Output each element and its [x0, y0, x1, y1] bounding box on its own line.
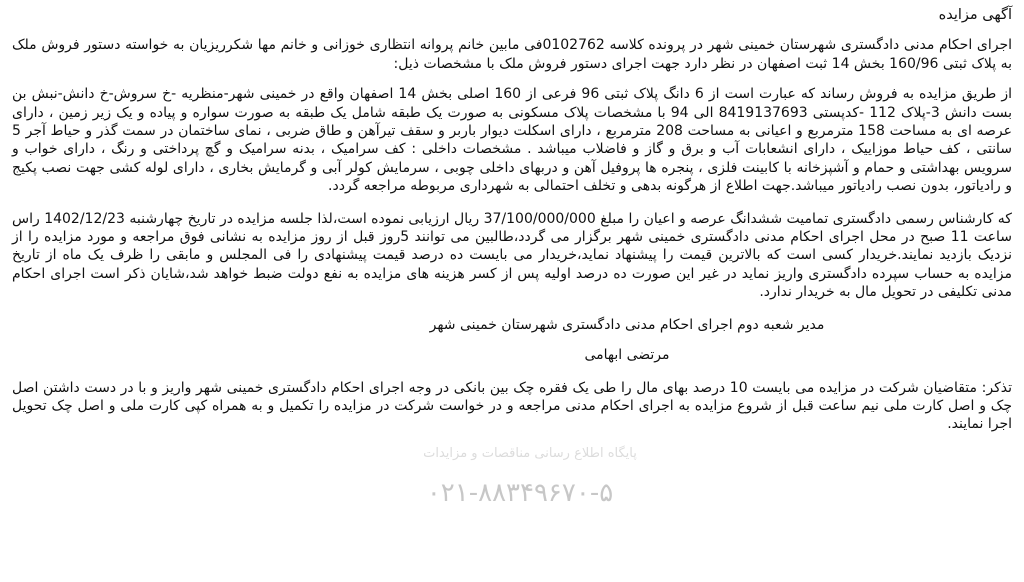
property-description-paragraph: از طریق مزایده به فروش رساند که عبارت است از 6 دانگ پلاک ثبتی 96 فرعی از 160 اصلی بخش 14 اصفهان واقع در خمینی شهر-منظریه -خ سروش-خ دانش-نبش بن بست دانش 3-پلاک 112 -کدپستی 8419137693 الی 94 با مشخصات پلاک مسکونی به صورت یک طبقه شامل یک طبقه به صورت سواره و پیاده و یک زیر زمین ، دارای عرصه ای به مساحت 158 مترمربع و اعیانی به مساحت 208 مترمربع ، دارای اسکلت دیوار باربر و سقف تیرآهن و طاق ضربی ، نمای ساختمان در سمت گذر و حیاط آجر 5 سانتی ، کف حیاط موزاییک ، دارای انشعابات آب و برق و گاز و فاضلاب میباشد . مشخصات داخلی : کف سرامیک ، بدنه سرامیک و گچ پرداختی و رنگ ، دارای خواب و سرویس بهداشتی و حمام و آشپزخانه با کابینت فلزی ، پنجره ها پروفیل آهن و دربهای داخلی چوبی ، سرمایش کولر آبی و گرمایش بخاری ، دارای لوله کشی جهت نصب پکیج و رادیاتور، بدون نصب رادیاتور میباشد.جهت اطلاع از هرگونه بدهی و تخلف احتمالی به شهرداری مربوطه مراجعه گردد.: [12, 86, 1012, 195]
notice-intro-paragraph: اجرای احکام مدنی دادگستری شهرستان خمینی شهر در پرونده کلاسه 0102762فی مابین خانم پروانه انتظاری خوزانی و خانم مها شکرریزیان به خواسته دستور فروش ملک به پلاک ثبتی 160/96 بخش 14 ثبت اصفهان در نظر دارد جهت اجرای دستور فروش ملک با مشخصات ذیل:: [12, 37, 1012, 72]
signer-name: مرتضی ابهامی: [584, 347, 670, 364]
auction-terms-paragraph: که کارشناس رسمی دادگستری تمامیت ششدانگ عرصه و اعیان را مبلغ 37/100/000/000 ریال ارزیابی نموده است،لذا جلسه مزایده در تاریخ چهارشنبه 1402/12/23 راس ساعت 11 صبح در محل اجرای احکام مدنی دادگستری خمینی شهر برگزار می گردد،طالبین می توانند 5روز قبل از روز مزایده به نشانی فوق مراجعه و مورد مزایده را از نزدیک بازدید نمایند.خریدار کسی است که بالاترین قیمت را پیشنهاد نماید،خریدار می بایست ده درصد قیمت پیشنهادی را فی المجلس و مابقی را ظرف یک ماه از تاریخ مزایده به حساب سپرده دادگستری واریز نماید در غیر این صورت ده درصد اولیه پس از کسر هزینه های مزایده به نفع دولت ضبط خواهد شد،شایان ذکر است اجرای احکام مدنی تکلیفی در تحویل مال به خریدار ندارد.: [12, 210, 1012, 301]
watermark-text: پایگاه اطلاع رسانی مناقصات و مزایدات: [423, 446, 637, 461]
notice-content: [12, 6, 1012, 434]
notice-footnote: تذکر: متقاضیان شرکت در مزایده می بایست 10 درصد بهای مال را طی یک فقره چک بین بانکی در وجه اجرای احکام دادگستری خمینی شهر واریز و با در دست داشتن اصل چک و اصل کارت ملی نیم ساعت قبل از شروع مزایده به اجرای احکام مدنی مراجعه و در خواست شرکت در مزایده را تکمیل و به همراه کپی کارت ملی و اصل چک تحویل اجرا نمایند.: [12, 379, 1012, 433]
watermark-phone: ۰۲۱-۸۸۳۴۹۶۷۰-۵: [426, 478, 614, 508]
signer-title: مدیر شعبه دوم اجرای احکام مدنی دادگستری شهرستان خمینی شهر: [429, 316, 825, 333]
notice-title: آگهی مزایده: [938, 7, 1012, 23]
